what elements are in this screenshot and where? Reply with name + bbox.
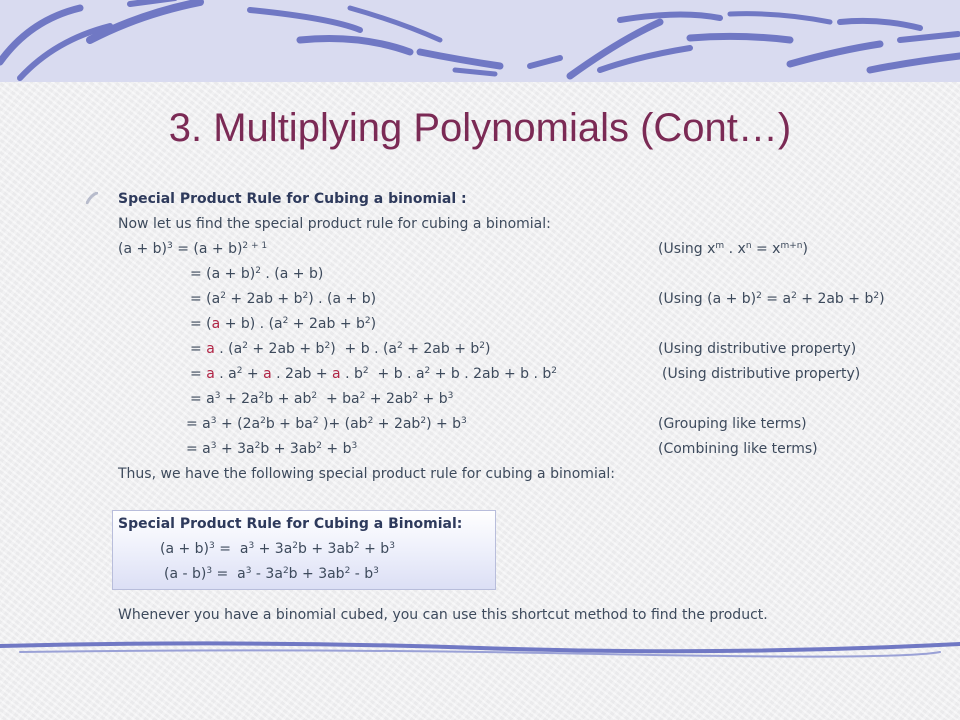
step-2: = $(a + b)^2$ . (a + b) — [190, 266, 324, 282]
note-6: (Using distributive property) — [662, 366, 861, 382]
step-7: = $a^3 + 2a^2b + ab^2 + ba^2 + 2ab^2 + b^3$ — [190, 391, 454, 407]
note-1: (Using $x^m$ . $x^n = x^{m+n}$) — [658, 241, 808, 257]
note-9: (Combining like terms) — [658, 441, 818, 457]
step-6: = a . $a^2 + a$ . 2ab + a . $b^2 + b$ . $a^2 + b$ . 2ab + b . $b^2$ — [190, 366, 557, 382]
rule-heading: Special Product Rule for Cubing a binomial : — [118, 191, 467, 207]
step-4: = (a + b) . $(a^2 + 2ab + b^2)$ — [190, 316, 377, 332]
bullet-icon — [86, 192, 98, 204]
step-3: = $(a^2 + 2ab + b^2)$ . (a + b) — [190, 291, 377, 307]
step-5: = a . $(a^2 + 2ab + b^2) + b$ . $(a^2 + 2ab + b^2)$ — [190, 341, 491, 357]
rule-plus: $(a + b)^3 = a^3 + 3a^2b + 3ab^2 + b^3$ — [160, 541, 395, 557]
rule-box-title: Special Product Rule for Cubing a Binomial: — [118, 516, 463, 532]
step-1: $(a + b)^3 = (a + b)^{2 + 1}$ — [118, 241, 268, 257]
summary-text: Thus, we have the following special product rule for cubing a binomial: — [118, 466, 616, 482]
slide-title: 3. Multiplying Polynomials (Cont…) — [168, 106, 792, 150]
note-8: (Grouping like terms) — [658, 416, 807, 432]
note-3: (Using $(a + b)^2 = a^2 + 2ab + b^2$) — [658, 291, 885, 307]
top-decoration — [0, 0, 960, 82]
rule-minus: $(a - b)^3 = a^3 - 3a^2b + 3ab^2 - b^3$ — [164, 566, 379, 582]
bottom-decoration — [0, 636, 960, 662]
note-5: (Using distributive property) — [658, 341, 857, 357]
step-9: = $a^3 + 3a^2b + 3ab^2 + b^3$ — [186, 441, 358, 457]
closing-text: Whenever you have a binomial cubed, you can use this shortcut method to find the product. — [118, 607, 768, 623]
intro-text: Now let us find the special product rule for cubing a binomial: — [118, 216, 551, 232]
step-8: = $a^3 + (2a^2b + ba^2$ )+ $(ab^2 + 2ab^2) + b^3$ — [186, 416, 467, 432]
